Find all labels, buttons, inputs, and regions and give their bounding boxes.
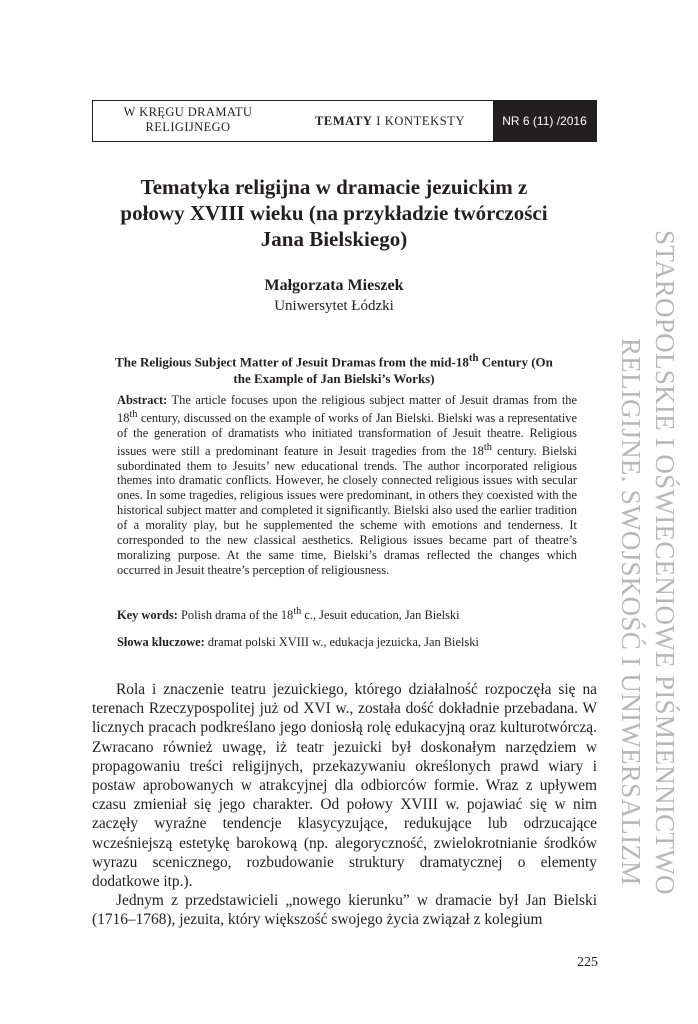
- abstract-label: Abstract:: [117, 393, 168, 407]
- vertical-title-line-2: RELIGIJNE. SWOJSKOŚĆ I UNIWERSALIZM: [616, 338, 646, 886]
- article-title: Tematyka religijna w dramacie jezuickim z połowy XVIII wieku (na przykładzie twórczości Jana Bielskiego): [120, 175, 548, 251]
- author-affiliation: Uniwersytet Łódzki: [274, 298, 394, 314]
- keywords: [117, 604, 577, 623]
- polish-keywords-label: Słowa kluczowe:: [117, 635, 205, 649]
- body-paragraph-2: Jednym z przedstawicieli „nowego kierunku” w dramacie był Jan Bielski (1716–1768), jezuita, który większość swojego życia związał z kolegium: [92, 892, 597, 929]
- abstract-superscript-2: th: [483, 441, 492, 453]
- abstract-text-c: century. Bielski subordinated them to Jesuits’ new educational trends. The author incorporated religious themes into dramatic conflicts. However, he closely connected religious issues with secular ones. In some tragedies, religious issues were predominant, in others they coexisted with the historical subject matter and completed it significantly. Bielski also used the earlier tradition of a morality play, but he supplemented the scheme with emotions and tenderness. It corresponded to the new classical aesthetics. Religious issues became part of theatre’s moralizing purpose. At the same time, Bielski’s dramas reflected the changes which occurred in Jesuit theatre’s perception of religiousness.: [117, 443, 577, 577]
- body-paragraph-1: Rola i znaczenie teatru jezuickiego, którego działalność rozpoczęła się na terenach Rzeczypospolitej już od XVI w., została dość dokładnie przebadana. W licznych pracach podkreślano jego doniosłą rolę edukacyjną oraz kulturotwórczą. Zwracano również uwagę, iż teatr jezuicki był doskonałym narzędziem w propagowaniu treści religijnych, przekazywaniu określonych prawd wiary i postaw aprobowanych w atrakcyjnej dla odbiorców formie. Wraz z upływem czasu zmieniał się jego charakter. Od połowy XVIII w. pojawiać się w nim zaczęły wyraźne tendencje klasycyzujące, redukujące lub odrzucające wcześniejszą estetykę barokową (np. alegoryczność, zwielokrotnianie środków wyrazu scenicznego, rozbudowanie struktury dramatycznej o elementy dodatkowe itp.).: [92, 681, 597, 891]
- body-text: [92, 680, 597, 930]
- english-title-part-a: The Religious Subject Matter of Jesuit Dramas from the mid-18: [115, 354, 469, 370]
- polish-keywords-text: dramat polski XVIII w., edukacja jezuicka, Jan Bielski: [204, 635, 479, 649]
- english-title-part-b: Century (On the Example of Jan Bielski’s Works): [233, 354, 553, 387]
- issue-badge: NR 6 (11) /2016: [493, 101, 596, 141]
- keywords-text-a: Polish drama of the 18: [177, 608, 294, 623]
- keywords-label: Key words:: [117, 608, 178, 623]
- running-header: [92, 100, 597, 142]
- keywords-superscript: th: [293, 606, 302, 617]
- section-label: W KRĘGU DRAMATU RELIGIJNEGO: [123, 105, 253, 134]
- author-name: Małgorzata Mieszek: [264, 277, 404, 294]
- keywords-text-b: c., Jesuit education, Jan Bielski: [301, 608, 460, 623]
- abstract-text-a: The article focuses upon the religious subject matter of Jesuit dramas from the 18: [117, 393, 577, 425]
- polish-keywords: [117, 635, 577, 650]
- page-number: 225: [577, 955, 598, 970]
- journal-name-bold: TEMATY: [315, 114, 373, 128]
- abstract: [117, 393, 577, 577]
- english-title: [110, 350, 558, 387]
- vertical-title-line-1: STAROPOLSKIE I OŚWIECENIOWE PIŚMIENNICTWO: [650, 230, 680, 895]
- abstract-text-b: century, discussed on the example of works of Jan Bielski. Bielski was a representative of the generation of dramatists who initiated transformation of Jesuit theatre. Religious issues were still a predominant feature in Jesuit tragedies from the 18: [117, 410, 577, 458]
- english-title-superscript: th: [468, 352, 479, 364]
- journal-name: [315, 114, 465, 129]
- vertical-section-title: [611, 230, 691, 930]
- journal-name-rest: I KONTEKSTY: [372, 114, 466, 128]
- abstract-superscript: th: [129, 408, 138, 420]
